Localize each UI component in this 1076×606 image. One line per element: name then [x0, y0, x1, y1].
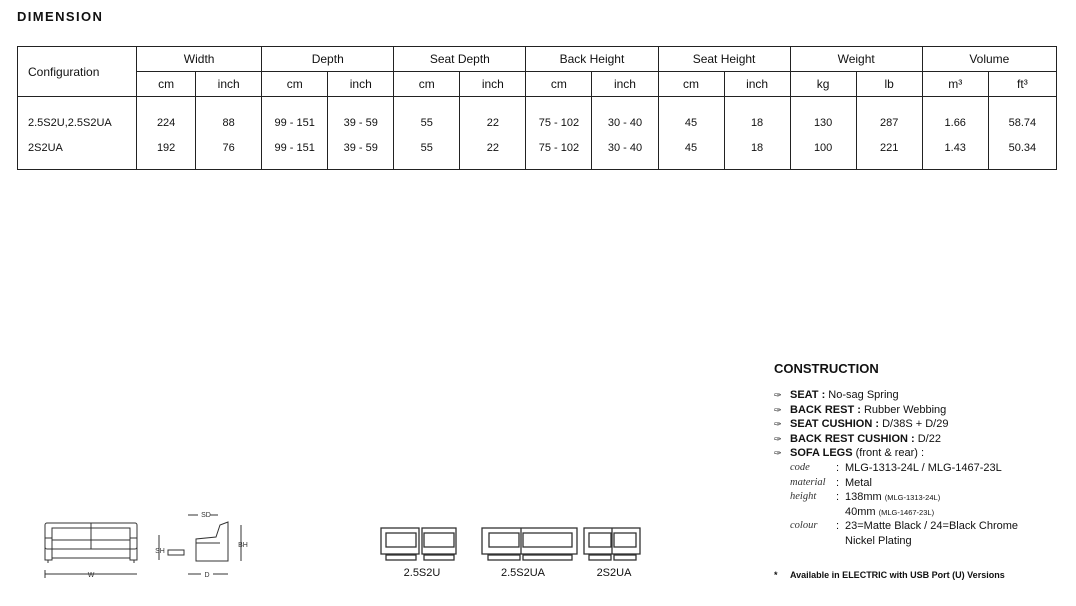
construction-item: ✑ SOFA LEGS (front & rear) :	[774, 447, 925, 460]
legs-colour: colour : 23=Matte Black / 24=Black Chrome	[790, 520, 1019, 533]
depth-dim-label: D	[204, 572, 210, 579]
dimension-title: DIMENSION	[17, 9, 104, 24]
table-cell: 75 - 102	[526, 97, 592, 138]
table-cell: 50.34	[988, 137, 1056, 170]
table-cell: 45	[658, 97, 724, 138]
config-2-5s2u-drawing	[381, 528, 456, 560]
seat-depth-header: Seat Depth	[394, 47, 526, 72]
footnote: * Available in ELECTRIC with USB Port (U) Versions	[774, 570, 1005, 580]
table-row	[18, 137, 1057, 170]
unit-header: cm	[658, 72, 724, 97]
table-cell: 22	[460, 97, 526, 138]
legs-height: height : 138mm (MLG-1313-24L)	[790, 491, 941, 504]
seat-height-dim-label: SH	[155, 548, 165, 555]
table-cell: 99 - 151	[262, 97, 328, 138]
table-cell: 30 - 40	[592, 137, 658, 170]
pen-bullet-icon: ✑	[774, 419, 782, 430]
unit-header: inch	[328, 72, 394, 97]
back-height-header: Back Height	[526, 47, 658, 72]
depth-header: Depth	[262, 47, 394, 72]
table-cell: 18	[724, 97, 790, 138]
legs-material: material : Metal	[790, 476, 872, 489]
legs-colour-2: Nickel Plating	[845, 534, 912, 547]
config-label: 2S2UA	[596, 567, 632, 579]
unit-header: m³	[922, 72, 988, 97]
pen-bullet-icon: ✑	[774, 404, 782, 415]
table-cell: 39 - 59	[328, 97, 394, 138]
table-cell: 192	[137, 137, 196, 170]
volume-header: Volume	[922, 47, 1056, 72]
config-label: 2.5S2U	[403, 567, 441, 579]
back-height-dim-label: BH	[238, 542, 248, 549]
construction-item: ✑ SEAT : No-sag Spring	[774, 389, 899, 401]
unit-header: inch	[196, 72, 262, 97]
legs-height-2: 40mm (MLG-1467-23L)	[845, 505, 935, 518]
table-cell: 55	[394, 97, 460, 138]
construction-title: CONSTRUCTION	[774, 361, 879, 376]
table-cell: 75 - 102	[526, 137, 592, 170]
unit-header: cm	[262, 72, 328, 97]
table-cell: 18	[724, 137, 790, 170]
config-cell: 2.5S2U,2.5S2UA	[18, 97, 137, 138]
construction-item: ✑ SEAT CUSHION : D/38S + D/29	[774, 418, 949, 431]
table-row	[18, 97, 1057, 138]
construction-item: ✑ BACK REST CUSHION : D/22	[774, 432, 941, 445]
dimension-table	[17, 46, 1057, 170]
table-cell: 287	[856, 97, 922, 138]
weight-header: Weight	[790, 47, 922, 72]
pen-bullet-icon: ✑	[774, 390, 782, 400]
config-label: 2.5S2UA	[500, 567, 546, 579]
table-cell: 221	[856, 137, 922, 170]
table-cell: 22	[460, 137, 526, 170]
table-cell: 1.43	[922, 137, 988, 170]
table-cell: 100	[790, 137, 856, 170]
width-header: Width	[137, 47, 262, 72]
unit-header: inch	[724, 72, 790, 97]
unit-header: kg	[790, 72, 856, 97]
construction-item: ✑ BACK REST : Rubber Webbing	[774, 403, 947, 416]
table-cell: 39 - 59	[328, 137, 394, 170]
config-header: Configuration	[18, 47, 137, 97]
config-cell: 2S2UA	[18, 137, 137, 170]
config-2s2ua-drawing	[584, 528, 640, 560]
table-cell: 55	[394, 137, 460, 170]
unit-header: lb	[856, 72, 922, 97]
legs-code: code : MLG-1313-24L / MLG-1467-23L	[790, 461, 1002, 474]
table-cell: 76	[196, 137, 262, 170]
table-cell: 224	[137, 97, 196, 138]
table-cell: 130	[790, 97, 856, 138]
config-2-5s2ua-drawing	[482, 528, 577, 560]
unit-header: cm	[394, 72, 460, 97]
construction-section	[774, 361, 1074, 549]
table-cell: 30 - 40	[592, 97, 658, 138]
table-cell: 45	[658, 137, 724, 170]
unit-header: cm	[137, 72, 196, 97]
table-cell: 99 - 151	[262, 137, 328, 170]
seat-height-header: Seat Height	[658, 47, 790, 72]
pen-bullet-icon: ✑	[774, 448, 782, 459]
table-cell: 58.74	[988, 97, 1056, 138]
configuration-thumbnails	[378, 522, 643, 564]
width-dim-label: W	[87, 572, 95, 579]
unit-header: cm	[526, 72, 592, 97]
unit-header: inch	[592, 72, 658, 97]
unit-header: ft³	[988, 72, 1056, 97]
table-cell: 1.66	[922, 97, 988, 138]
pen-bullet-icon: ✑	[774, 433, 782, 444]
seat-depth-dim-label: SD	[201, 512, 211, 519]
table-cell: 88	[196, 97, 262, 138]
dimension-drawing	[38, 505, 253, 585]
unit-header: inch	[460, 72, 526, 97]
sofa-side-outline	[196, 522, 228, 561]
